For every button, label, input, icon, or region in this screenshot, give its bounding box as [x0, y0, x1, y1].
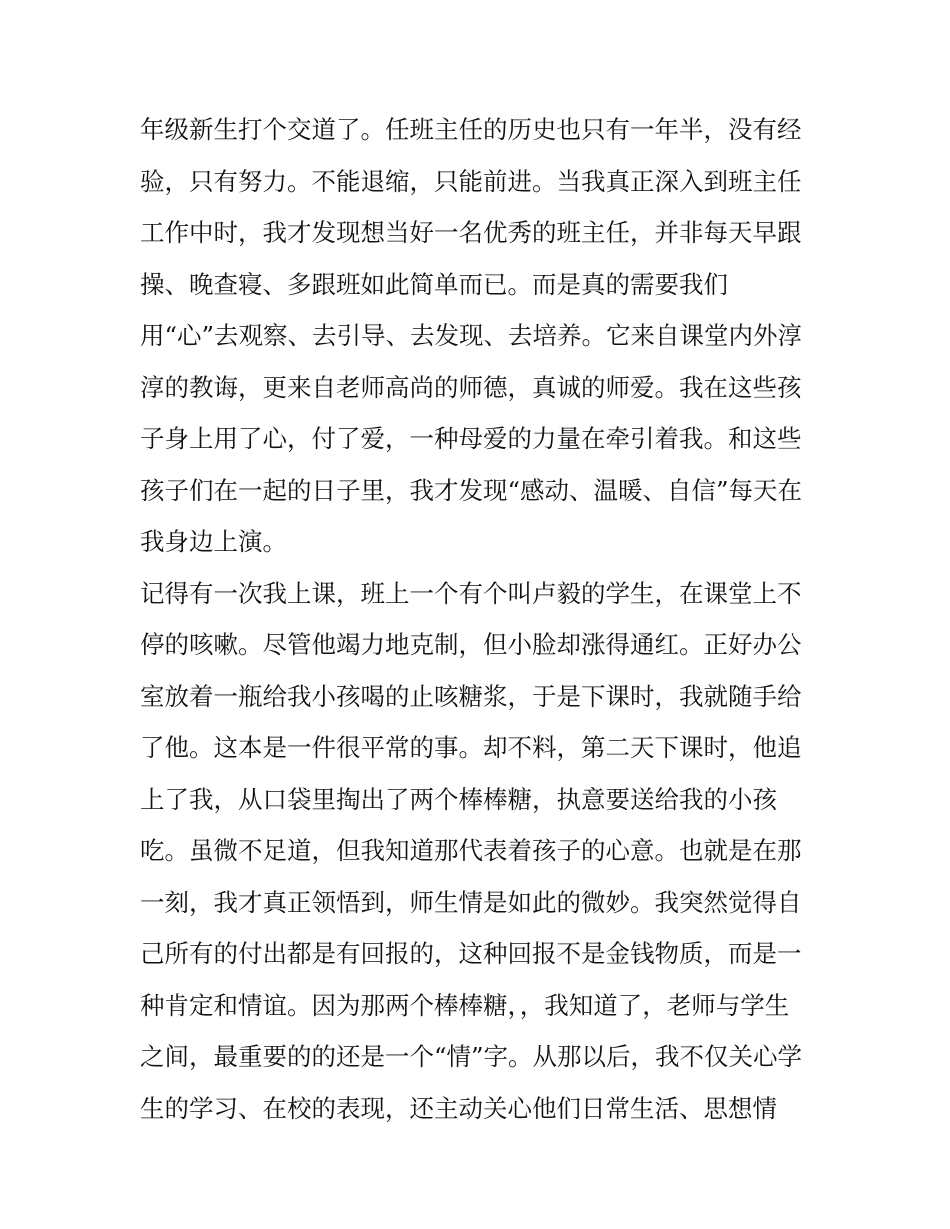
- text-line-17: 己所有的付出都是有回报的，这种回报不是金钱物质，而是一: [140, 939, 802, 968]
- text-line-11: 停的咳嗽。尽管他竭力地克制，但小脸却涨得通红。正好办公: [140, 630, 802, 659]
- text-line-12: 室放着一瓶给我小孩喝的止咳糖浆，于是下课时，我就随手给: [140, 681, 802, 711]
- text-line-14: 上了我，从口袋里掏出了两个棒棒糖，执意要送给我的小孩: [140, 784, 777, 814]
- text-line-9: 我身边上演。: [140, 527, 287, 556]
- text-line-5: 用“心”去观察、去引导、去发现、去培养。它来自课堂内外淳: [140, 321, 803, 350]
- text-line-1: 年级新生打个交道了。任班主任的历史也只有一年半，没有经: [140, 115, 802, 144]
- text-line-19: 之间，最重要的的还是一个“情”字。从那以后，我不仅关心学: [140, 1042, 803, 1071]
- text-line-10: 记得有一次我上课，班上一个有个叫卢毅的学生，在课堂上不: [140, 578, 802, 608]
- body-text: [140, 104, 830, 1134]
- text-line-13: 了他。这本是一件很平常的事。却不料，第二天下课时，他追: [140, 733, 802, 762]
- text-line-2: 验，只有努力。不能退缩，只能前进。当我真正深入到班主任: [140, 166, 802, 196]
- text-line-15: 吃。虽微不足道，但我知道那代表着孩子的心意。也就是在那: [140, 836, 802, 865]
- text-line-20: 生的学习、在校的表现，还主动关心他们日常生活、思想情: [140, 1093, 777, 1123]
- text-line-4: 操、晚查寝、多跟班如此简单而已。而是真的需要我们: [140, 269, 728, 299]
- text-line-8: 孩子们在一起的日子里，我才发现“感动、温暖、自信”每天在: [140, 475, 803, 505]
- text-line-16: 一刻，我才真正领悟到，师生情是如此的微妙。我突然觉得自: [140, 887, 802, 917]
- text-line-7: 子身上用了心，付了爱，一种母爱的力量在牵引着我。和这些: [140, 424, 802, 453]
- text-line-18: 种肯定和情谊。因为那两个棒棒糖，，我知道了，老师与学生: [140, 990, 790, 1020]
- text-line-6: 淳的教诲，更来自老师高尚的师德，真诚的师爱。我在这些孩: [140, 372, 802, 402]
- text-line-3: 工作中时，我才发现想当好一名优秀的班主任，并非每天早跟: [140, 218, 802, 247]
